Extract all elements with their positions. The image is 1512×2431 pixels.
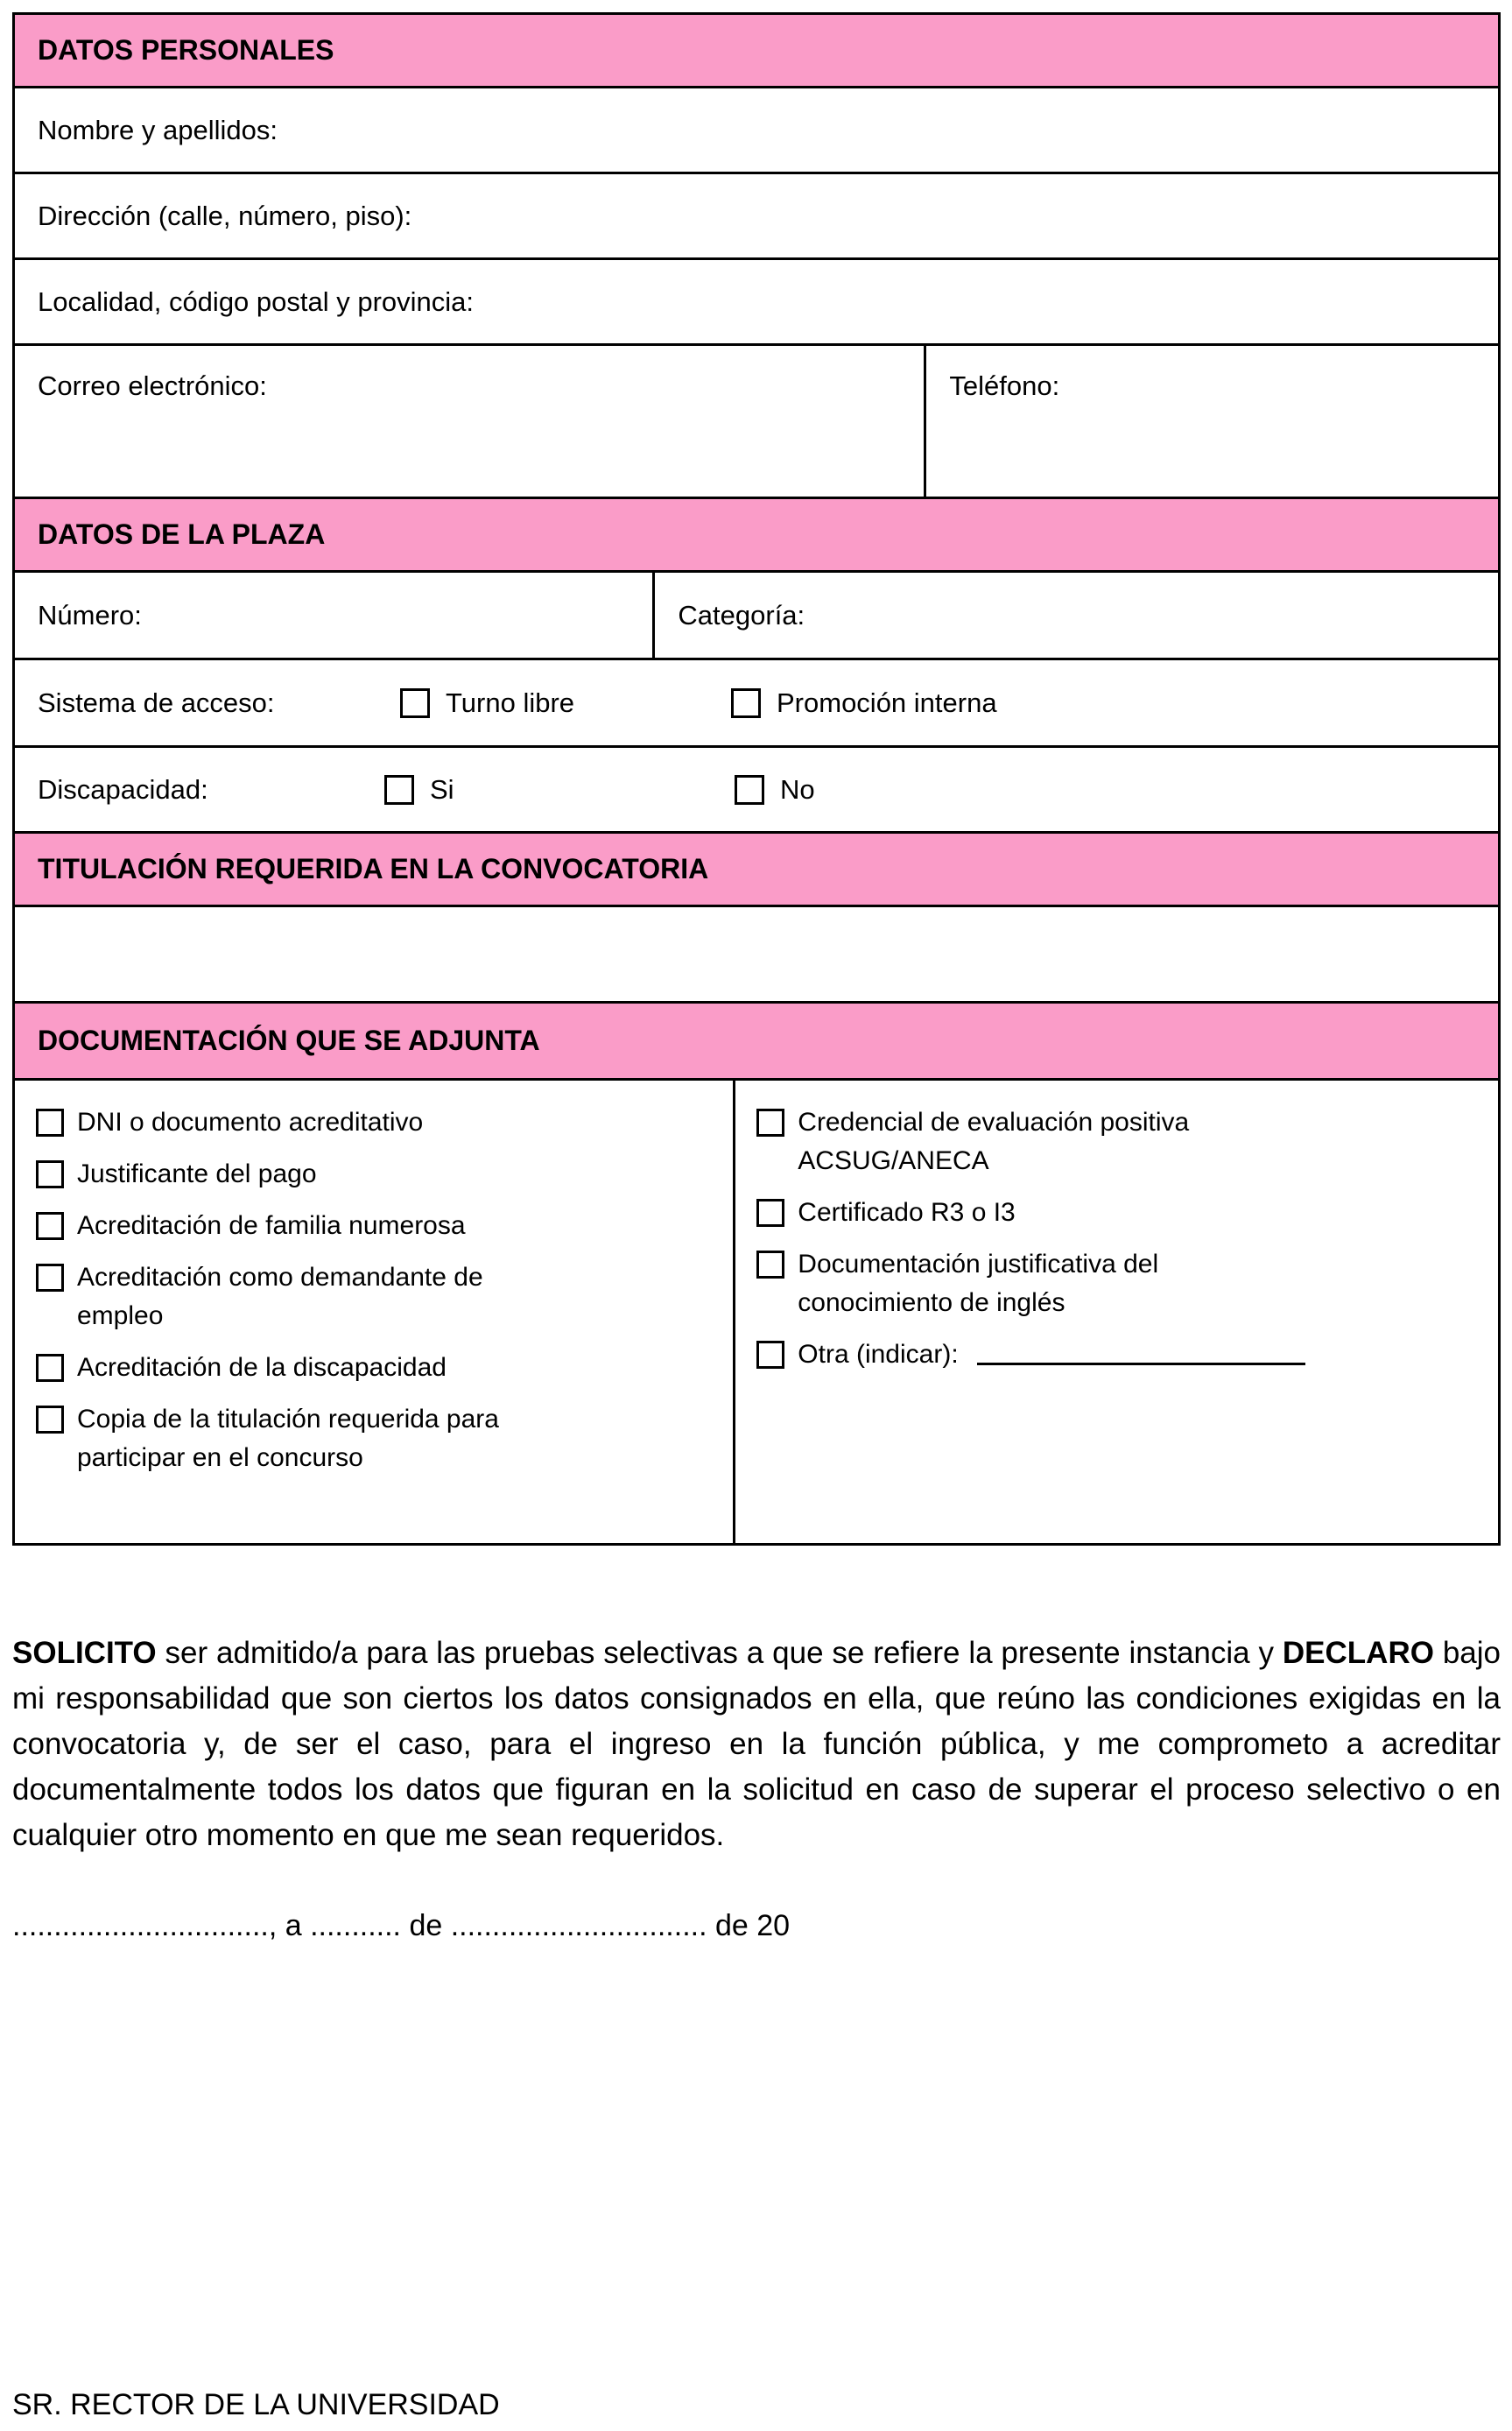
doc-option-demandante-empleo-checkbox[interactable] bbox=[36, 1264, 64, 1292]
addressee-line: SR. RECTOR DE LA UNIVERSIDAD bbox=[12, 2388, 500, 2421]
doc-option-copia-titulacion-label: Copia de la titulación requerida para participar en el concurso bbox=[77, 1405, 499, 1472]
discapacidad-label: Discapacidad: bbox=[38, 773, 208, 805]
doc-option-demandante-empleo-label: Acreditación como demandante de empleo bbox=[77, 1263, 483, 1330]
section-header-documentacion: DOCUMENTACIÓN QUE SE ADJUNTA bbox=[15, 1004, 1498, 1081]
doc-option-familia-numerosa-label: Acreditación de familia numerosa bbox=[77, 1211, 466, 1240]
phone-field-label: Teléfono: bbox=[949, 370, 1060, 401]
numero-field-label: Número: bbox=[38, 599, 142, 631]
doc-option-certificado-r3 bbox=[756, 1194, 1480, 1232]
section-header-datos-plaza: DATOS DE LA PLAZA bbox=[15, 499, 1498, 573]
promocion-interna-option bbox=[731, 687, 997, 719]
doc-option-demandante-empleo bbox=[36, 1258, 715, 1335]
name-field-label: Nombre y apellidos: bbox=[38, 114, 278, 145]
numero-categoria-row bbox=[15, 573, 1498, 660]
documentation-checklist bbox=[15, 1081, 1498, 1543]
promocion-interna-checkbox[interactable] bbox=[731, 688, 761, 718]
doc-option-justificante bbox=[36, 1155, 715, 1194]
doc-option-certificado-r3-checkbox[interactable] bbox=[756, 1199, 784, 1227]
promocion-interna-label: Promoción interna bbox=[777, 687, 997, 718]
discapacidad-si-option bbox=[384, 774, 454, 806]
doc-option-acreditacion-discapacidad bbox=[36, 1349, 715, 1387]
doc-option-familia-numerosa-checkbox[interactable] bbox=[36, 1212, 64, 1240]
doc-option-ingles-checkbox[interactable] bbox=[756, 1251, 784, 1279]
doc-option-copia-titulacion-checkbox[interactable] bbox=[36, 1406, 64, 1434]
doc-option-familia-numerosa bbox=[36, 1207, 715, 1245]
turno-libre-option bbox=[400, 687, 574, 719]
sistema-acceso-row bbox=[15, 660, 1498, 748]
doc-option-certificado-r3-label: Certificado R3 o I3 bbox=[798, 1198, 1016, 1227]
categoria-field-cell[interactable] bbox=[652, 573, 1498, 658]
turno-libre-label: Turno libre bbox=[446, 687, 575, 718]
doc-option-ingles bbox=[756, 1245, 1480, 1322]
doc-option-dni-label: DNI o documento acreditativo bbox=[77, 1108, 424, 1137]
doc-option-otra bbox=[756, 1335, 1480, 1374]
declaration-section bbox=[12, 1631, 1501, 1943]
date-signature-line: ..............................., a ........... de ............................... de 20 bbox=[12, 1909, 791, 1942]
documentation-left-column bbox=[15, 1081, 735, 1543]
doc-option-credencial-checkbox[interactable] bbox=[756, 1109, 784, 1137]
city-field-label: Localidad, código postal y provincia: bbox=[38, 285, 475, 317]
name-field-row[interactable] bbox=[15, 88, 1498, 174]
declaration-paragraph bbox=[12, 1631, 1501, 1858]
discapacidad-no-label: No bbox=[780, 773, 815, 805]
email-field-cell[interactable] bbox=[15, 346, 924, 497]
declaration-text-2: bajo mi responsabilidad que son ciertos los datos consignados en ella, que reúno las condiciones exigidas en la convocatoria y, de ser el caso, para el ingreso en la función pública, y me comprometo a acreditar documentalmente todos los datos que figuran en la solicitud en caso de superar el proceso selectivo o en cualquier otro momento en que me sean requeridos. bbox=[12, 1636, 1501, 1852]
solicito-word: SOLICITO bbox=[12, 1636, 157, 1670]
doc-option-acreditacion-discapacidad-checkbox[interactable] bbox=[36, 1354, 64, 1382]
address-field-row[interactable] bbox=[15, 174, 1498, 260]
discapacidad-no-option bbox=[735, 774, 815, 806]
otra-fill-line[interactable] bbox=[977, 1335, 1305, 1365]
sistema-acceso-label: Sistema de acceso: bbox=[38, 687, 275, 718]
email-phone-row bbox=[15, 346, 1498, 499]
titulacion-input-area[interactable] bbox=[15, 907, 1498, 1004]
email-field-label: Correo electrónico: bbox=[38, 370, 267, 401]
declaration-text-1: ser admitido/a para las pruebas selectivas a que se refiere la presente instancia y bbox=[156, 1636, 1283, 1670]
section-header-titulacion: TITULACIÓN REQUERIDA EN LA CONVOCATORIA bbox=[15, 834, 1498, 907]
form-table bbox=[12, 12, 1501, 1546]
declaro-word: DECLARO bbox=[1282, 1636, 1434, 1670]
doc-option-justificante-checkbox[interactable] bbox=[36, 1160, 64, 1188]
discapacidad-si-label: Si bbox=[430, 773, 454, 805]
discapacidad-row bbox=[15, 748, 1498, 834]
doc-option-justificante-label: Justificante del pago bbox=[77, 1159, 317, 1188]
documentation-right-column bbox=[735, 1081, 1498, 1543]
doc-option-dni-checkbox[interactable] bbox=[36, 1109, 64, 1137]
doc-option-acreditacion-discapacidad-label: Acreditación de la discapacidad bbox=[77, 1353, 447, 1382]
numero-field-cell[interactable] bbox=[15, 573, 652, 658]
city-field-row[interactable] bbox=[15, 260, 1498, 346]
categoria-field-label: Categoría: bbox=[678, 599, 805, 631]
discapacidad-no-checkbox[interactable] bbox=[735, 775, 764, 805]
turno-libre-checkbox[interactable] bbox=[400, 688, 430, 718]
doc-option-credencial-label: Credencial de evaluación positiva ACSUG/ANECA bbox=[798, 1108, 1190, 1175]
section-header-datos-personales: DATOS PERSONALES bbox=[15, 15, 1498, 88]
doc-option-credencial bbox=[756, 1103, 1480, 1180]
phone-field-cell[interactable] bbox=[924, 346, 1498, 497]
doc-option-otra-checkbox[interactable] bbox=[756, 1341, 784, 1369]
doc-option-dni bbox=[36, 1103, 715, 1142]
doc-option-otra-label: Otra (indicar): bbox=[798, 1340, 959, 1369]
doc-option-copia-titulacion bbox=[36, 1400, 715, 1477]
address-field-label: Dirección (calle, número, piso): bbox=[38, 200, 412, 231]
discapacidad-si-checkbox[interactable] bbox=[384, 775, 414, 805]
doc-option-ingles-label: Documentación justificativa del conocimiento de inglés bbox=[798, 1250, 1159, 1317]
